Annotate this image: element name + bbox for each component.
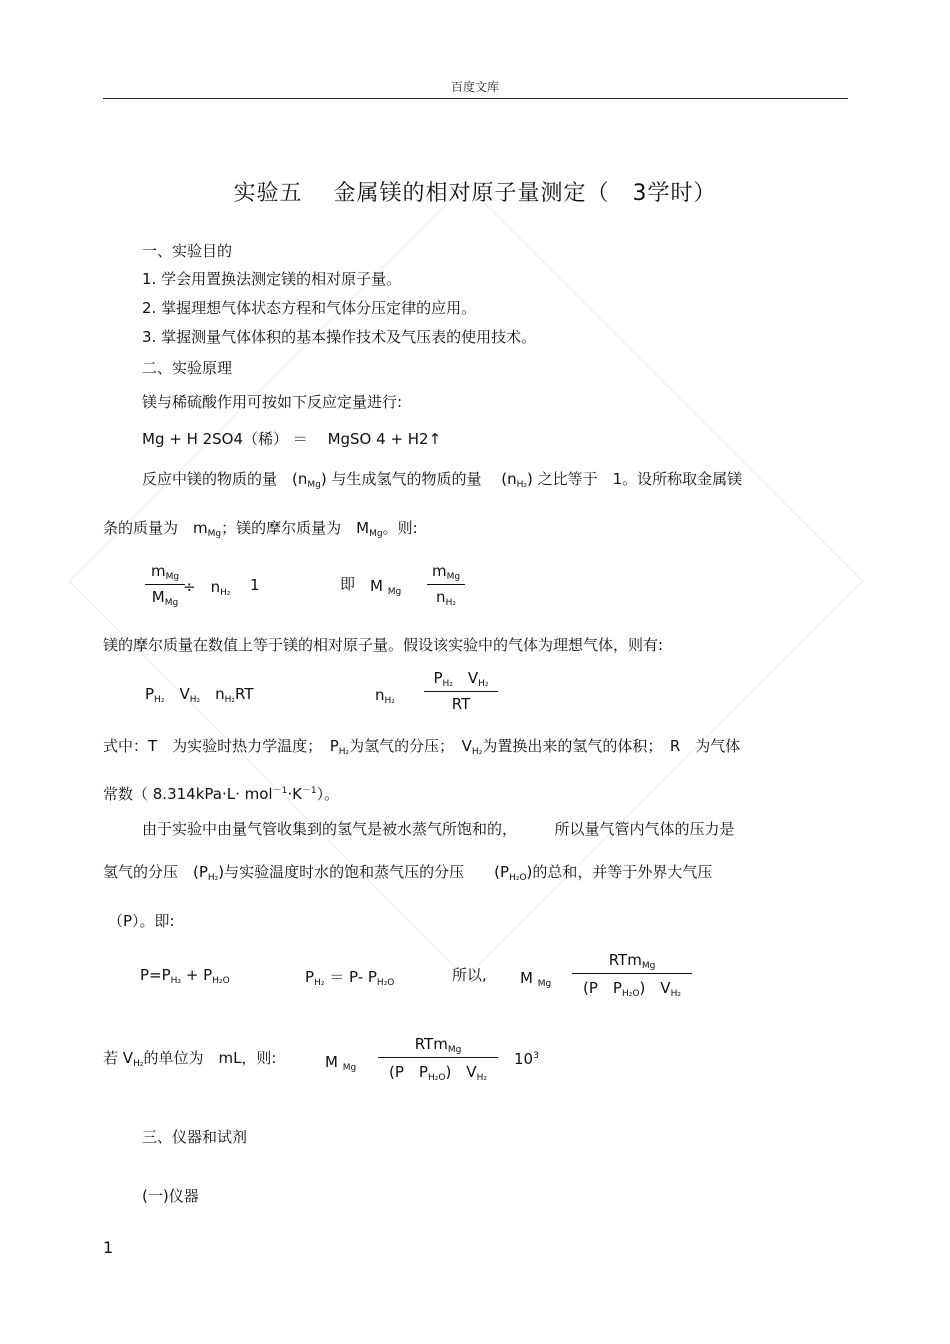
ideal-gas-equation: $P_{H_2}$ $V_{H_2}$ $n_{H_2}RT$ [145, 685, 254, 705]
pressure-sum-eq: $P=P_{H_2} + P_{H_2O}$ [140, 966, 230, 986]
eq1-ratio: ÷ $n_{H_2}$ [183, 578, 231, 598]
fraction-molar-mass-ml: RTm$_{Mg}$ (P $P_{H_2O}$) $V_{H_2}$ [378, 1035, 498, 1083]
M-Mg-label: M $_{Mg}$ [520, 969, 552, 989]
reaction-equation: Mg + H 2SO4（稀） ＝ MgSO 4 + H2↑ [142, 430, 442, 448]
paragraph-mass-def: 条的质量为 $m_{Mg}$；镁的摩尔质量为 $M_{Mg}$。则: [103, 519, 418, 539]
gas-constant-line: 常数（ $8.314kPa\cdot L\cdot mol^{-1}\cdot K^{-1}$）。 [103, 785, 340, 803]
power-of-ten: $10^3$ [514, 1050, 539, 1068]
paragraph-mole-ratio: 反应中镁的物质的量 $(n_{Mg})$ 与生成氢气的物质的量 $(n_{H_2})$ 之比等于 1。设所称取金属镁 [142, 470, 743, 490]
header-rule [103, 98, 848, 99]
paragraph-pressure-1: 由于实验中由量气管收集到的氢气是被水蒸气所饱和的， 所以量气管内气体的压力是 [142, 820, 735, 838]
header-site: 百度文库 [450, 80, 499, 94]
eq1-one: 1 [250, 576, 260, 594]
fraction-m-over-M: $m_{Mg}$ $M_{Mg}$ [145, 562, 185, 608]
fraction-molar-mass: RTm$_{Mg}$ (P $P_{H_2O}$) $V_{H_2}$ [572, 951, 692, 999]
paragraph-variable-def: 式中：T 为实验时热力学温度； $P_{H_2}$为氢气的分压； $V_{H_2}$为置换出来的氢气的体积； R 为气体 [103, 737, 741, 757]
page-number: 1 [103, 1238, 114, 1257]
paragraph-ideal-gas: 镁的摩尔质量在数值上等于镁的相对原子量。假设该实验中的气体为理想气体，则有: [103, 636, 664, 654]
pressure-h2-eq: $P_{H_2} = P-$ $P_{H_2O}$ [305, 968, 395, 988]
fraction-m-over-n: $m_{Mg}$ $n_{H_2}$ [427, 562, 465, 608]
principle-intro: 镁与稀硫酸作用可按如下反应定量进行: [142, 393, 403, 411]
instruments-heading: 三、仪器和试剂 [142, 1128, 248, 1146]
purpose-item-2: 2. 掌握理想气体状态方程和气体分压定律的应用。 [142, 299, 477, 317]
page-title: 实验五 金属镁的相对原子量测定（ 3学时） [233, 181, 717, 206]
fraction-PV-over-RT: $P_{H_2}$ $V_{H_2}$ RT [424, 667, 498, 713]
paragraph-pressure-3: （P）。即: [108, 912, 175, 930]
M-Mg-label-2: M $_{Mg}$ [325, 1053, 357, 1073]
purpose-item-1: 1. 学会用置换法测定镁的相对原子量。 [142, 270, 402, 288]
purpose-item-3: 3. 掌握测量气体体积的基本操作技术及气压表的使用技术。 [142, 328, 537, 346]
purpose-heading: 一、实验目的 [142, 242, 233, 260]
paragraph-ml-unit: 若 $V_{H_2}$的单位为 mL，则: [103, 1049, 277, 1069]
paragraph-pressure-2: 氢气的分压 $(P_{H_2})$与实验温度时水的饱和蒸气压的分压 $(P_{H_2O})$的总和，并等于外界大气压 [103, 863, 713, 883]
eq1-M-Mg: M $_{Mg}$ [370, 577, 402, 597]
principle-heading: 二、实验原理 [142, 359, 233, 377]
n-H2-label: $n_{H_2}$ [375, 686, 395, 706]
eq1-ji: 即 [340, 575, 356, 593]
instruments-subheading: (一)仪器 [142, 1187, 199, 1205]
suoyi-label: 所以, [452, 966, 487, 984]
